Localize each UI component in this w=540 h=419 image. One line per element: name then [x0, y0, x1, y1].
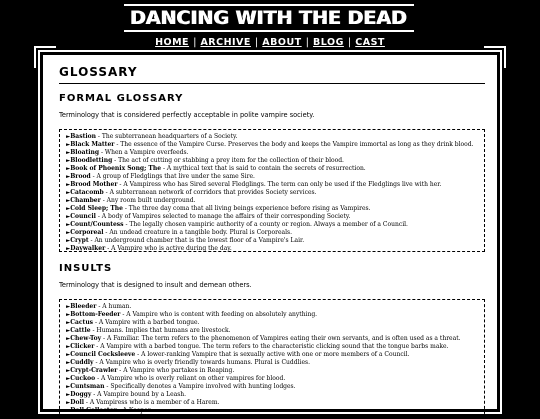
nav-cast-link[interactable]: CAST: [355, 36, 385, 48]
glossary-term: Chew-Toy: [70, 335, 102, 342]
bullet-arrow-icon: ►: [66, 174, 71, 180]
glossary-definition: - The three day coma that all living beings experience before rising as Vampires.: [122, 205, 371, 212]
nav-about-link[interactable]: ABOUT: [262, 36, 302, 48]
nav-archive-link[interactable]: ARCHIVE: [200, 36, 251, 48]
glossary-term: Book of Phoenix Song; The: [70, 165, 162, 172]
bullet-arrow-icon: ►: [66, 158, 71, 164]
bullet-arrow-icon: ►: [66, 134, 71, 140]
glossary-entry: [66, 319, 478, 327]
glossary-definition: - A Vampire with a barbed tongue.: [93, 319, 200, 326]
glossary-definition: - A human.: [96, 303, 132, 310]
bullet-arrow-icon: ►: [66, 384, 71, 390]
glossary-term: Council Cocksleeve: [70, 351, 136, 358]
glossary-definition: - Any room built underground.: [100, 197, 196, 204]
bullet-arrow-icon: ►: [66, 190, 71, 196]
glossary-entry: [66, 367, 478, 375]
bullet-arrow-icon: ►: [66, 312, 71, 318]
glossary-entry: [66, 343, 478, 351]
glossary-term: Bleeder: [70, 303, 97, 310]
glossary-entry: [66, 133, 478, 141]
nav-separator: |: [347, 36, 352, 48]
glossary-term: Daywalker: [70, 245, 106, 252]
content-frame: [40, 52, 500, 412]
glossary-entry: [66, 149, 478, 157]
bullet-arrow-icon: ►: [66, 246, 71, 252]
glossary-definition: - A Vampire who is overly friendly towards humans. Plural is Cuddlies.: [93, 359, 310, 366]
nav-separator: |: [254, 36, 259, 48]
glossary-definition: - A body of Vampires selected to manage the affairs of their corresponding Society.: [95, 213, 351, 220]
bullet-arrow-icon: ►: [66, 360, 71, 366]
glossary-term: Clicker: [70, 343, 95, 350]
bullet-arrow-icon: ►: [66, 206, 71, 212]
page-title: GLOSSARY: [59, 65, 485, 84]
glossary-entry: [66, 359, 478, 367]
nav-home-link[interactable]: HOME: [155, 36, 190, 48]
glossary-entry: [66, 399, 478, 407]
glossary-definition: - A Vampiress who has Sired several Fledglings. The term can only be used if the Fledglings live with her.: [117, 181, 442, 188]
glossary-entry: [66, 245, 478, 253]
glossary-term: Cuckoo: [70, 375, 96, 382]
logo-text: DANCING WITH THE DEAD: [130, 7, 408, 29]
glossary-definition: - A subterranean network of corridors that provides Society services.: [103, 189, 317, 196]
glossary-definition: - An undead creature in a tangible body. Plural is Corporeals.: [103, 229, 292, 236]
glossary-definition: - Specifically denotes a Vampire involved with hunting lodges.: [104, 383, 296, 390]
bullet-arrow-icon: ►: [66, 368, 71, 374]
bullet-arrow-icon: ►: [66, 336, 71, 342]
bullet-arrow-icon: ►: [66, 344, 71, 350]
main-content: [59, 65, 485, 419]
formal-glossary-list[interactable]: [59, 129, 485, 252]
glossary-term: Count/Countess: [70, 221, 124, 228]
glossary-term: Bastion: [70, 133, 96, 140]
glossary-definition: - A Vampire who is active during the day.: [105, 245, 232, 252]
bullet-arrow-icon: ►: [66, 198, 71, 204]
glossary-definition: - A Vampire bound by a Leash.: [91, 391, 187, 398]
glossary-entry: [66, 311, 478, 319]
glossary-term: Brood Mother: [70, 181, 118, 188]
glossary-definition: - A Vampire who is overly reliant on other vampires for blood.: [95, 375, 286, 382]
bullet-arrow-icon: ►: [66, 150, 71, 156]
glossary-entry: [66, 383, 478, 391]
glossary-definition: - A Vampire with a barbed tongue. The term refers to the characteristic clicking sound that the tongue barbs make.: [94, 343, 449, 350]
glossary-entry: [66, 407, 478, 415]
glossary-term: Corporeal: [70, 229, 104, 236]
glossary-term: Brood: [70, 173, 91, 180]
bullet-arrow-icon: ►: [66, 214, 71, 220]
glossary-definition: - A Keeper.: [116, 407, 152, 414]
glossary-term: Cactus: [70, 319, 94, 326]
bullet-arrow-icon: ►: [66, 182, 71, 188]
glossary-entry: [66, 181, 478, 189]
glossary-definition: - When a Vampire overfeeds.: [99, 149, 189, 156]
glossary-entry: [66, 237, 478, 245]
glossary-entry: [66, 213, 478, 221]
glossary-term: Cuntsman: [70, 383, 105, 390]
glossary-entry: [66, 351, 478, 359]
glossary-entry: [66, 335, 478, 343]
section-intro-insults: Terminology that is designed to insult and demean others.: [59, 281, 252, 289]
glossary-term: Doll: [70, 399, 84, 406]
glossary-definition: - An underground chamber that is the lowest floor of a Vampire's Lair.: [88, 237, 305, 244]
glossary-entry: [66, 197, 478, 205]
glossary-entry: [66, 221, 478, 229]
glossary-entry: [66, 205, 478, 213]
glossary-term: Catacomb: [70, 189, 104, 196]
bullet-arrow-icon: ►: [66, 408, 71, 414]
insults-list[interactable]: [59, 299, 485, 419]
nav-separator: |: [305, 36, 310, 48]
glossary-definition: - A lower-ranking Vampire that is sexually active with one or more members of a Council.: [135, 351, 410, 358]
bullet-arrow-icon: ►: [66, 238, 71, 244]
glossary-term: Bottom-Feeder: [70, 311, 121, 318]
nav-blog-link[interactable]: BLOG: [313, 36, 344, 48]
glossary-definition: - A Vampire who is content with feeding on absolutely anything.: [120, 311, 318, 318]
bullet-arrow-icon: ►: [66, 376, 71, 382]
glossary-definition: - The act of cutting or stabbing a prey item for the collection of their blood.: [112, 157, 344, 164]
site-header: [0, 0, 540, 52]
glossary-term: Cold Sleep; The: [70, 205, 123, 212]
bullet-arrow-icon: ►: [66, 392, 71, 398]
glossary-definition: - A Familiar. The term refers to the phenomenon of Vampires eating their own servants, and is often used as a threat.: [101, 335, 461, 342]
glossary-term: Bloodletting: [70, 157, 113, 164]
glossary-term: Doll Collector: [70, 407, 117, 414]
nav-separator: |: [193, 36, 197, 48]
glossary-definition: - The legally chosen vampiric authority of a county or region. Always a member of a Council.: [123, 221, 408, 228]
bullet-arrow-icon: ►: [66, 352, 71, 358]
glossary-definition: - Humans. Implies that humans are livestock.: [90, 327, 231, 334]
glossary-entry: [66, 141, 478, 149]
bullet-arrow-icon: ►: [66, 230, 71, 236]
glossary-term: Crypt-Crawler: [70, 367, 118, 374]
glossary-definition: - A group of Fledglings that live under the same Sire.: [90, 173, 255, 180]
glossary-entry: [66, 391, 478, 399]
bullet-arrow-icon: ►: [66, 304, 71, 310]
glossary-entry: [66, 189, 478, 197]
glossary-definition: - The essence of the Vampire Curse. Preserves the body and keeps the Vampire immortal as long as they drink blood.: [114, 141, 474, 148]
glossary-term: Chamber: [70, 197, 101, 204]
glossary-definition: - The subterranean headquarters of a Society.: [96, 133, 238, 140]
glossary-definition: - A Vampire who partakes in Reaping.: [117, 367, 235, 374]
glossary-entry: [66, 229, 478, 237]
section-heading-formal: FORMAL GLOSSARY: [59, 93, 184, 104]
glossary-term: Council: [70, 213, 96, 220]
bullet-arrow-icon: ►: [66, 328, 71, 334]
glossary-entry: [66, 375, 478, 383]
bullet-arrow-icon: ►: [66, 222, 71, 228]
bullet-arrow-icon: ►: [66, 142, 71, 148]
glossary-term: Doggy: [70, 391, 92, 398]
glossary-term: Black Matter: [70, 141, 115, 148]
glossary-entry: [66, 165, 478, 173]
bullet-arrow-icon: ►: [66, 320, 71, 326]
glossary-entry: [66, 173, 478, 181]
glossary-term: Bloating: [70, 149, 100, 156]
glossary-entry: [66, 327, 478, 335]
glossary-definition: - A mythical text that is said to contain the secrets of resurrection.: [161, 165, 366, 172]
glossary-term: Cattle: [70, 327, 91, 334]
site-logo[interactable]: [124, 4, 414, 32]
section-heading-insults: INSULTS: [59, 263, 113, 274]
glossary-term: Crypt: [70, 237, 89, 244]
section-intro-formal: Terminology that is considered perfectly acceptable in polite vampire society.: [59, 111, 315, 119]
glossary-term: Cuddly: [70, 359, 94, 366]
glossary-entry: [66, 303, 478, 311]
bullet-arrow-icon: ►: [66, 166, 71, 172]
glossary-definition: - A Vampiress who is a member of a Harem.: [84, 399, 220, 406]
main-nav: [0, 35, 540, 49]
bullet-arrow-icon: ►: [66, 400, 71, 406]
glossary-entry: [66, 157, 478, 165]
